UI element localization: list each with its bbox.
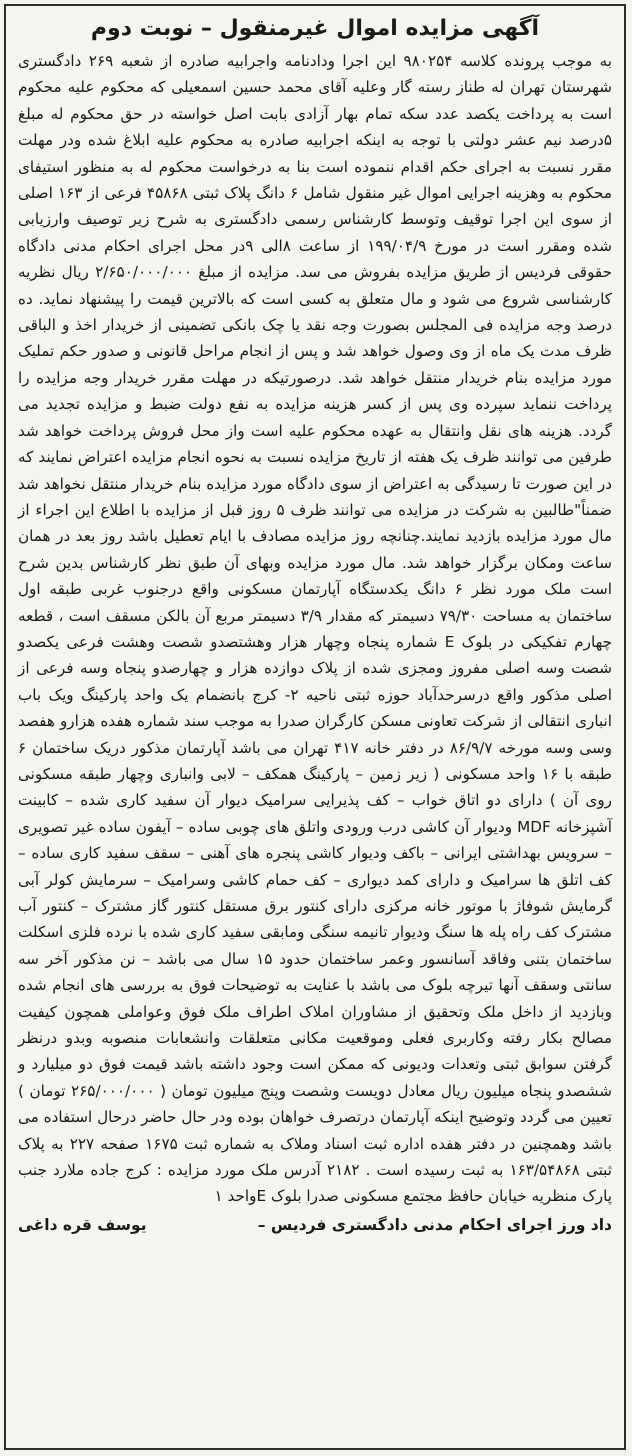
notice-title: آگهی مزایده اموال غیرمنقول – نوبت دوم	[90, 16, 540, 41]
auction-notice	[4, 4, 626, 1450]
notice-signature	[18, 1212, 612, 1238]
signature-office: داد ورز اجرای احکام مدنی دادگستری فردیس –	[257, 1215, 612, 1234]
notice-body: به موجب پرونده کلاسه ۹۸۰۲۵۴ این اجرا ودادنامه واجرابیه صادره از شعبه ۲۶۹ دادگستری شهرستان تهران له طناز رسته گار وعلیه آقای محمد حسین اسمعیلی که محکوم علیه محکوم است به پرداخت یکصد عدد سکه تمام بهار آزادی بابت اصل خواسته در حق محکوم له مبلغ ۵درصد نیم عشر دولتی با توجه به اینکه اجرابیه صادره به محکوم علیه ابلاغ شده ودر مهلت مقرر نسبت به اجرای حکم اقدام ننموده است بنا به درخواست محکوم له به منظور استیفای محکوم به وهزینه اجرایی اموال غیر منقول شامل ۶ دانگ پلاک ثبتی ۴۵۸۶۸ فرعی از ۱۶۳ اصلی از سوی این اجرا توقیف وتوسط کارشناس رسمی دادگستری به شرح زیر توصیف وارزیابی شده ومقرر است در مورخ ۱۹۹/۰۴/۹ از ساعت ۸الی ۹در محل اجرای احکام مدنی دادگاه حقوقی فردیس از طریق مزایده بفروش می سد. مزایده از مبلغ ۲/۶۵۰/۰۰۰/۰۰۰ ریال نظریه کارشناسی شروع می شود و مال متعلق به کسی است که بالاترین قیمت را پیشنهاد نماید. ده درصد وجه مزایده فی المجلس بصورت وجه نقد یا چک بانکی تضمینی از خریدار اخذ و الباقی ظرف مدت یک ماه از وی وصول خواهد شد و پس از انجام مراحل قانونی و صدور حکم تملیک مورد مزایده بنام خریدار منتقل خواهد شد. درصورتیکه در مهلت مقرر خریدار وجه مزایده را پرداخت ننماید سپرده وی پس از کسر هزینه مزایده به نفع دولت ضبط و مزایده تجدید می گردد. هزینه های نقل وانتقال به عهده محکوم علیه است واز محل فروش پرداخت خواهد شد طرفین می توانند ظرف یک هفته از تاریخ مزایده نسبت به نحوه انجام مزایده اعتراض نمایند که در این صورت تا رسیدگی به اعتراض از سوی دادگاه مورد مزایده بنام خریدار منتقل نخواهد شد ضمناً"طالبین به شرکت در مزایده می توانند ظرف ۵ روز قبل از مزایده با اطلاع این اجراء از مال مورد مزایده بازدید نمایند.چنانچه روز مزایده مصادف با ایام تعطیل باشد روز بعد در همان ساعت ومکان برگزار خواهد شد. مال مورد مزایده وبهای آن طبق نظر کارشناس بدین شرح است ملک مورد نظر ۶ دانگ یکدستگاه آپارتمان مسکونی واقع درجنوب غربی طبقه اول ساختمان به مساحت ۷۹/۳۰ دسیمتر که مقدار ۳/۹ دسیمتر مربع آن بالکن مسقف است ، قطعه چهارم تفکیکی در بلوک E شماره پنجاه وچهار هزار وهشتصدو شصت وهشت فرعی یکصدو شصت وسه اصلی مفروز ومجزی شده از پلاک دوازده هزار و چهارصدو پنجاه وسه فرعی از اصلی مذکور واقع درسرحدآباد حوزه ثبتی ناحیه ۲- کرج بانضمام یک واحد پارکینگ ویک باب انباری انتقالی از شرکت تعاونی مسکن کارگران صدرا به موجب سند شماره هفده هزارو هفصد وسی وسه مورخه ۸۶/۹/۷ در دفتر خانه ۴۱۷ تهران می باشد آپارتمان مذکور دریک ساختمان ۶ طبقه با ۱۶ واحد مسکونی ( زیر زمین – پارکینگ همکف – لابی وانباری وچهار طبقه مسکونی روی آن ) دارای دو اتاق خواب – کف پذیرایی سرامیک دیوار آن سفید کاری شده – کابینت آشپزخانه MDF ودیوار آن کاشی درب ورودی واتلق های چوبی ساده – آیفون ساده غیر تصویری – سرویس بهداشتی ایرانی – باکف ودیوار کاشی پنجره های آهنی – سقف سفید کاری ساده – کف اتلق ها سرامیک و دارای کمد دیواری – کف حمام کاشی وسرامیک – سرمایش کولر آبی گرمایش شوفاژ با موتور خانه مرکزی دارای کنتور برق مستقل کنتور گاز مشترک – کنتور آب مشترک کف راه پله ها سنگ ودیوار تانیمه سنگی ومابقی سفید کاری شده با نرده فلزی اسکلت ساختمان بتنی وفاقد آسانسور وعمر ساختمان حدود ۱۵ سال می باشد – نن مذکور آخر سه سانتی وسقف آنها تیرچه بلوک می باشد با عنایت به توضیحات فوق به بررسی های انجام شده وبازدید از داخل ملک وتحقیق از مشاوران املاک اطراف ملک فوق وعواملی همچون کیفیت مصالح بکار رفته وکاربری فعلی وموقعیت مکانی متعلقات وانشعابات منصوبه وبدو درنظر گرفتن سوابق ثبتی وتعدات ودیونی که ممکن است وجود داشته باشد قیمت فوق دو میلیارد و ششصدو پنجاه میلیون ریال معادل دویست وشصت وپنج میلیون تومان ( ۲۶۵/۰۰۰/۰۰۰ تومان ) تعیین می گردد وتوضیح اینکه آپارتمان درتصرف خواهان بوده ودر حال حاضر درحال استفاده می باشد وهمچنین در دفتر هفده اداره ثبت اسناد وملاک به شماره ثبت ۱۶۷۵ صفحه ۲۲۷ به پلاک ثبتی ۱۶۳/۵۴۸۶۸ به ثبت رسیده است . ۲۱۸۲ آدرس ملک مورد مزایده : کرج جاده ملارد جنب پارک منظریه خیابان حافظ مجتمع مسکونی صدرا بلوک Eواحد ۱	[18, 52, 613, 1206]
signature-name: یوسف قره داغی	[18, 1215, 147, 1234]
